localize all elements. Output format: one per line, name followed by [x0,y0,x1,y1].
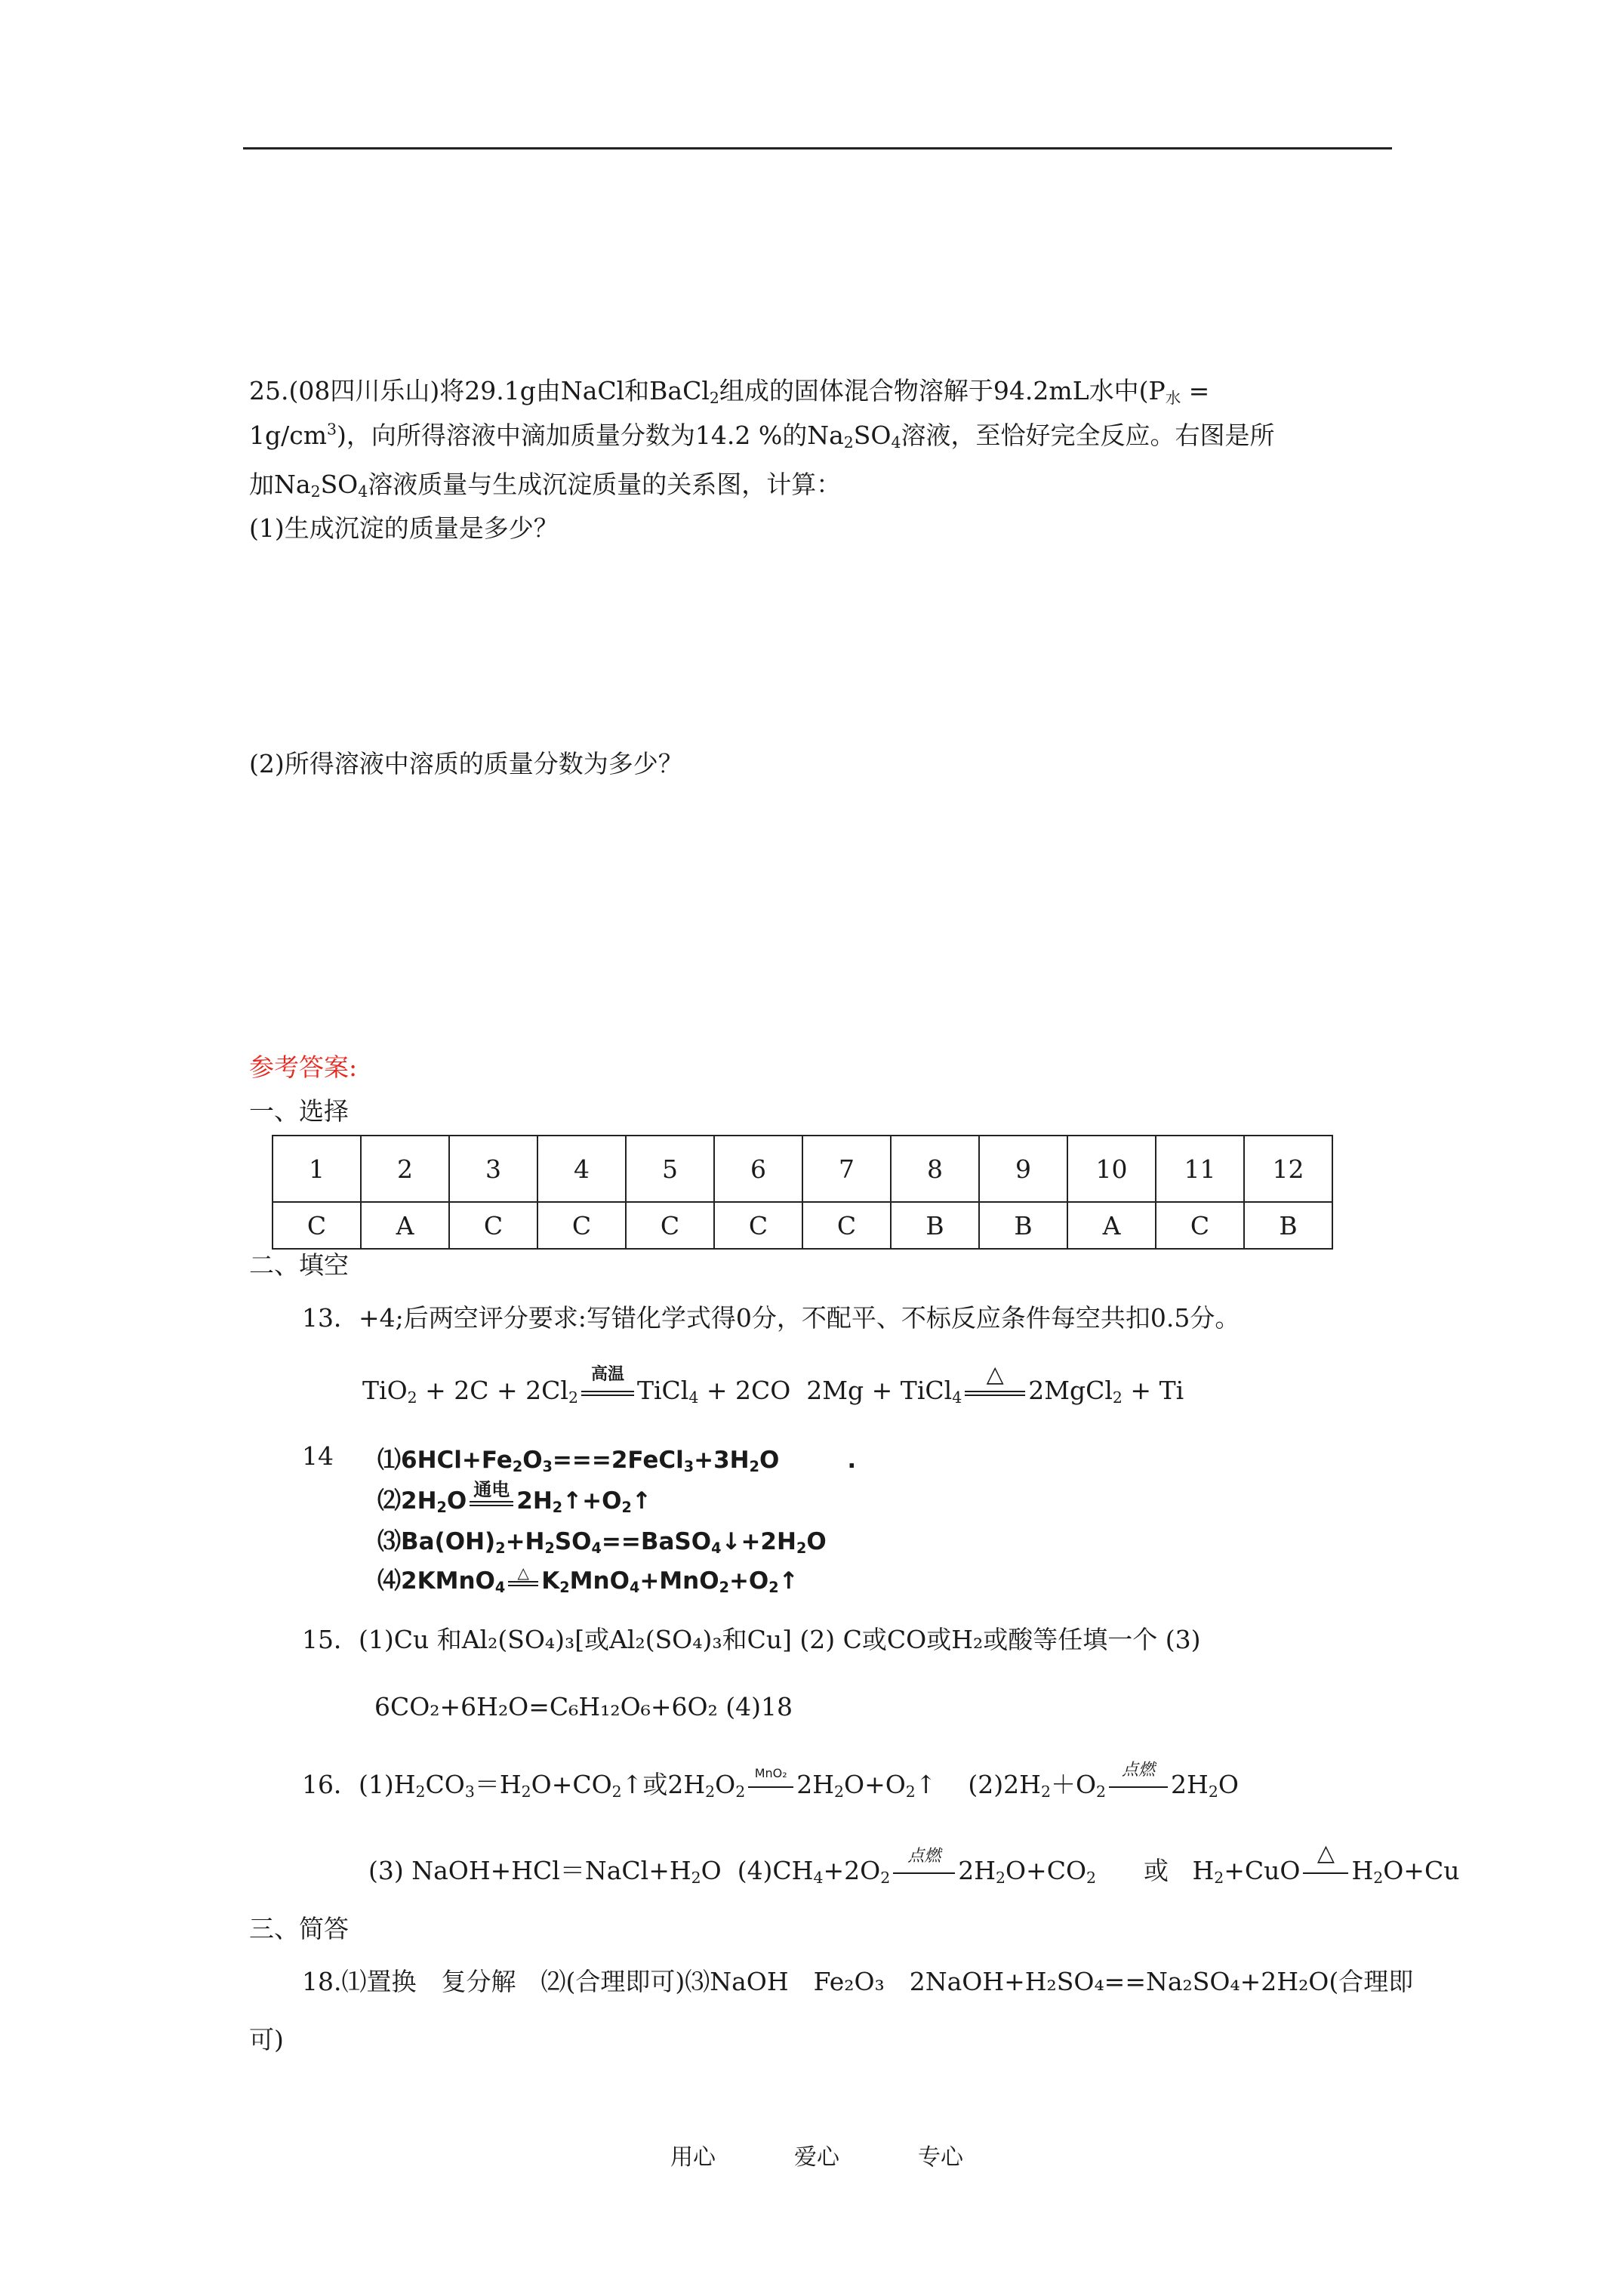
table-cell-number: 2 [361,1136,449,1202]
table-cell-answer: C [802,1202,891,1249]
q25-sub2: (2)所得溶液中溶质的质量分数为多少？ [249,749,683,778]
reaction-arrow: 点燃 [1109,1777,1168,1795]
table-cell-number: 6 [714,1136,802,1202]
reaction-arrow: △ [508,1573,538,1592]
reaction-arrow: △ [1303,1863,1348,1881]
footer-item-1: 用心 [670,2144,716,2171]
table-cell-number: 8 [891,1136,979,1202]
q14-eq2: $⑵2H_2O$ 通电 $2H_2↑+O_2↑$ [377,1478,651,1516]
answer-heading: 参考答案: [249,1052,358,1082]
q15-line2: 6CO₂+6H₂O=C₆H₁₂O₆+6O₂ (4)18 [374,1692,793,1721]
q25-line3: 加$Na_2SO_4$溶液质量与生成沉淀质量的关系图，计算： [249,470,842,501]
table-cell-answer: B [1244,1202,1332,1249]
q16-line1: 16．$(1)H_2CO_3=H_2O+CO_2↑$或$2H_2O_2$ MnO₂ $2H_2O+O_2↑$ $(2)2H_2+O_2$ 点燃 $2H_2O$ [302,1761,1239,1801]
q25-sub1: (1)生成沉淀的质量是多少？ [249,513,559,543]
table-cell-answer: C [1156,1202,1244,1249]
table-cell-answer: C [273,1202,361,1249]
table-cell-answer: C [537,1202,626,1249]
table-cell-number: 1 [273,1136,361,1202]
table-cell-number: 9 [979,1136,1067,1202]
q25-line1: 25.(08四川乐山)将29.1g由NaCl和BaCl$_2$组成的固体混合物溶解于94.2mL水中($P_水$ = [249,376,1210,408]
q14-label: 14 [302,1441,334,1471]
reaction-arrow: MnO₂ [748,1777,793,1795]
table-cell-number: 3 [449,1136,537,1202]
section-fill: 二、填空 [249,1250,349,1280]
table-cell-number: 7 [802,1136,891,1202]
table-cell-answer: C [449,1202,537,1249]
q15-line1: 15．(1)Cu 和Al₂(SO₄)₃[或Al₂(SO₄)₃和Cu] (2) C或CO或H₂或酸等任填一个 (3) [302,1625,1201,1654]
q13-equations: $TiO_2 + 2C + 2Cl_2$ 高温 TiCl$_4$ + 2CO 2Mg + TiCl$_4$ △ 2MgCl$_2$ + Ti [362,1361,1184,1407]
table-cell-number: 5 [626,1136,714,1202]
table-cell-answer: A [361,1202,449,1249]
q16-line2: (3) $NaOH+HCl=NaCl+H_2O$ $(4)CH_4+2O_2$ 点燃 $2H_2O+CO_2$ 或 $H_2+CuO$ △ $H_2O+Cu$ [368,1840,1460,1888]
table-cell-answer: C [626,1202,714,1249]
table-cell-answer: B [979,1202,1067,1249]
q18-line1: 18.⑴置换 复分解 ⑵(合理即可)⑶NaOH Fe₂O₃ 2NaOH+H₂SO₄==Na₂SO₄+2H₂O(合理即 [302,1967,1414,1996]
reaction-arrow: 点燃 [893,1863,955,1881]
q25-line2: $1g/cm^3$)，向所得溶液中滴加质量分数为14.2 %的$Na_2SO_4$溶液，至恰好完全反应。右图是所 [249,420,1275,452]
reaction-arrow: 通电 [470,1493,513,1512]
q13-text: 13．+4;后两空评分要求:写错化学式得0分，不配平、不标反应条件每空共扣0.5分。 [302,1303,1240,1333]
footer-item-3: 专心 [918,2144,963,2171]
table-cell-number: 10 [1067,1136,1156,1202]
table-cell-number: 12 [1244,1136,1332,1202]
footer-item-2: 爱心 [794,2144,839,2171]
q14-eq4: ⑷2KMnO$_4$ △ $K_2MnO_4+MnO_2+O_2↑$ [377,1563,799,1596]
table-cell-number: 11 [1156,1136,1244,1202]
section-short-answer: 三、简答 [249,1914,349,1943]
header-rule [243,147,1392,149]
q14-eq3: $⑶Ba(OH)_2+H_2SO_4==BaSO_4↓+2H_2O$ [377,1528,827,1557]
reaction-arrow: 高温 [581,1383,634,1401]
table-cell-answer: C [714,1202,802,1249]
table-cell-answer: B [891,1202,979,1249]
section-choice: 一、选择 [249,1096,349,1126]
answer-table [272,1135,1333,1250]
table-cell-number: 4 [537,1136,626,1202]
reaction-arrow: △ [965,1383,1025,1401]
q18-line2: 可) [249,2025,284,2054]
q14-eq1: $⑴6HCl+Fe_2O_3===2FeCl_3+3H_2O$ . [377,1447,857,1475]
table-cell-answer: A [1067,1202,1156,1249]
